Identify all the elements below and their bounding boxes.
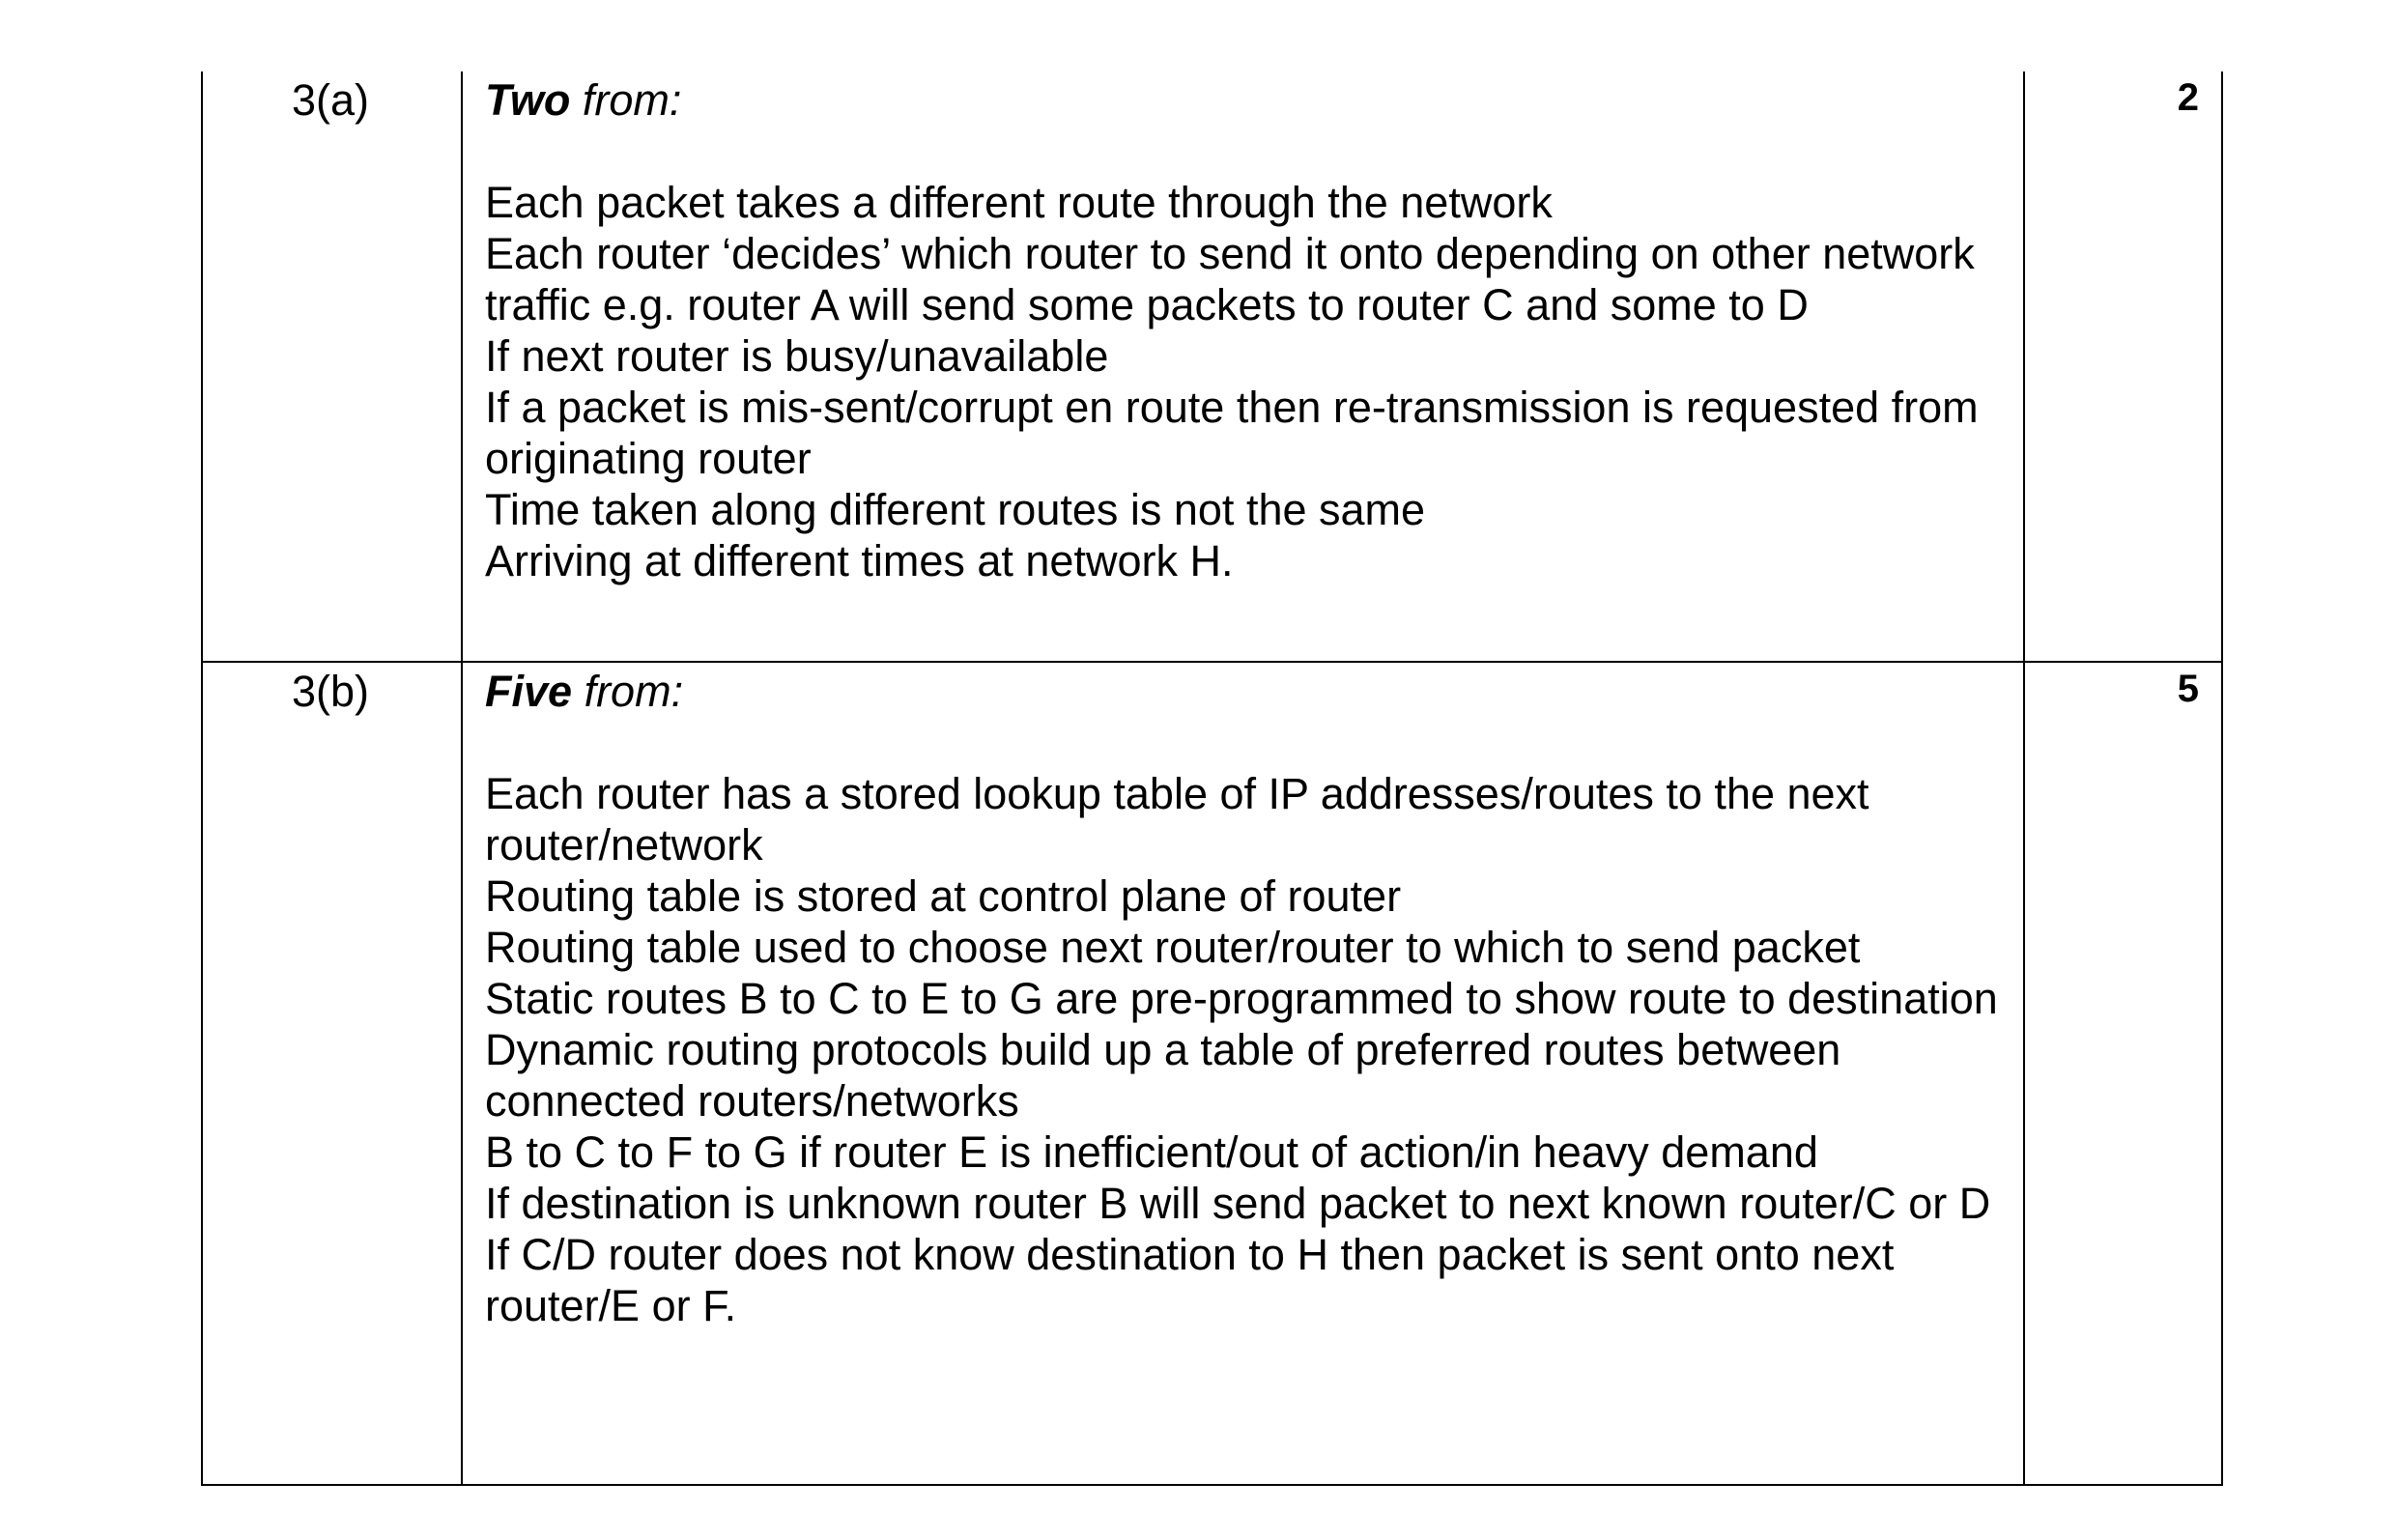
answer-point: Each packet takes a different route through the network [485, 178, 1553, 227]
instruction-text: from: [584, 667, 684, 716]
column-divider [461, 71, 463, 661]
answer-point: Static routes B to C to E to G are pre-programmed to show route to destination [485, 974, 1998, 1023]
answer-point: Arriving at different times at network H. [485, 536, 1234, 585]
column-divider [461, 663, 463, 1484]
question-number: 3(b) [292, 667, 370, 716]
instruction-text: from: [582, 75, 682, 125]
answer-point: Time taken along different routes is not the same [485, 485, 1426, 534]
question-row-3a [203, 71, 2221, 663]
answer-point: B to C to F to G if router E is inefficient/out of action/in heavy demand [485, 1127, 1818, 1177]
answer-point: Each router ‘decides’ which router to send it onto depending on other network traffic e.g. router A will send some packets to router C and some to D [485, 229, 1975, 329]
answer-point: If destination is unknown router B will send packet to next known router/C or D [485, 1179, 1991, 1228]
answer-cell [485, 74, 2011, 586]
answer-cell [485, 666, 2011, 1331]
answer-point: If a packet is mis-sent/corrupt en route then re-transmission is requested from originating router [485, 383, 1979, 483]
column-divider [2023, 663, 2025, 1484]
mark-scheme-table [201, 71, 2223, 1486]
answer-point: Routing table used to choose next router/router to which to send packet [485, 923, 1861, 972]
column-divider [2023, 71, 2025, 661]
answer-point: Each router has a stored lookup table of IP addresses/routes to the next router/network [485, 769, 1869, 870]
answer-point: If next router is busy/unavailable [485, 331, 1109, 381]
question-number: 3(a) [292, 75, 370, 125]
answer-point: If C/D router does not know destination to H then packet is sent onto next router/E or F. [485, 1230, 1895, 1330]
answer-instruction [485, 666, 2011, 717]
marks-value: 2 [2177, 76, 2199, 119]
instruction-count: Two [485, 75, 571, 125]
answer-point: Routing table is stored at control plane of router [485, 871, 1402, 921]
answer-instruction [485, 74, 2011, 126]
instruction-count: Five [485, 667, 573, 716]
question-row-3b [203, 663, 2221, 1484]
marks-value: 5 [2177, 668, 2199, 710]
answer-point: Dynamic routing protocols build up a table of preferred routes between connected routers/networks [485, 1025, 1841, 1126]
